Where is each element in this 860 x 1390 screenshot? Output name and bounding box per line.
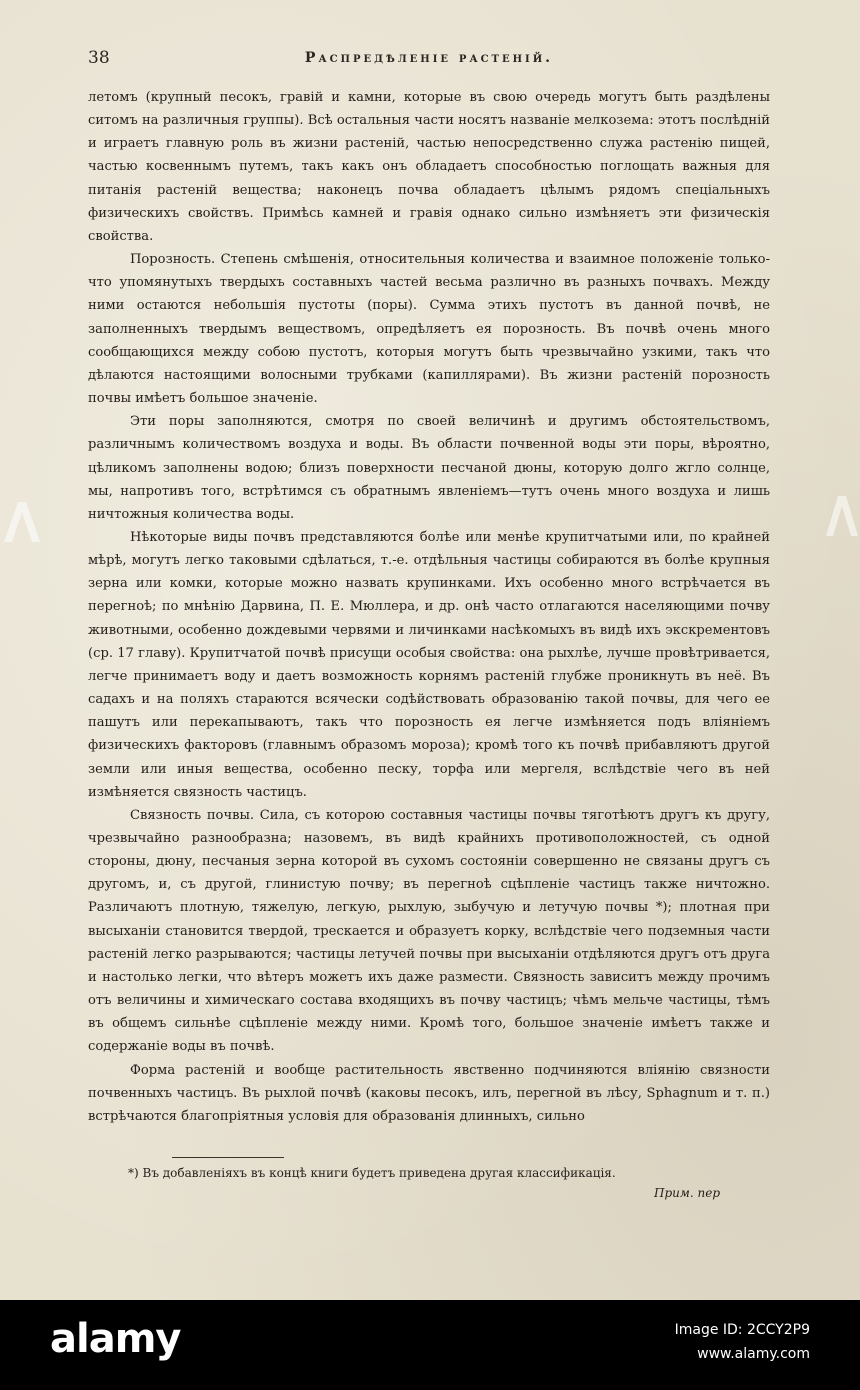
page-header [88, 42, 770, 70]
brand-logo: alamy [50, 1316, 181, 1362]
paragraph: Связность почвы. Сила, съ которою составныя частицы почвы тяготѣютъ другъ къ другу, чрезвычайно разнообразна; назовемъ, въ видѣ крайнихъ противоположностей, съ одной стороны, дюну, песчаныя зерна которой въ сухомъ состояніи совершенно не связаны другъ съ другомъ, и, съ другой, глинистую почву; въ перегноѣ сцѣпленіе частицъ также ничтожно. Различаютъ плотную, тяжелую, легкую, рыхлую, зыбучую и летучую почвы *); плотная при высыханіи становится твердой, трескается и образуетъ корку, вслѣдствіе чего подземныя части растеній легко разрываются; частицы летучей почвы при высыханіи отдѣляются другъ отъ друга и настолько легки, что вѣтеръ можетъ ихъ даже размести. Связность зависитъ между прочимъ отъ величины и химическаго состава входящихъ въ почву частицъ; чѣмъ мельче частицы, тѣмъ въ общемъ сильнѣе сцѣпленіе между ними. Кромѣ того, большое значеніе имѣетъ также и содержаніе воды въ почвѣ. [88, 807, 770, 1055]
running-title: Распредѣленіе растеній. [304, 50, 554, 66]
watermark-a-icon [822, 490, 860, 542]
footnote-signature: Прим. пер [654, 1186, 720, 1200]
watermark-bar [0, 1300, 860, 1390]
site-url: www.alamy.com [697, 1346, 810, 1362]
body-text [88, 86, 770, 1128]
page-number: 38 [88, 48, 110, 68]
paragraph: Эти поры заполняются, смотря по своей величинѣ и другимъ обстоятельствомъ, различнымъ количествомъ воздуха и воды. Въ области почвенной воды эти поры, вѣроятно, цѣликомъ заполнены водою; близъ поверхности песчаной дюны, которую долго жгло солнце, мы, напротивъ того, встрѣтимся съ обратнымъ явленіемъ—тутъ очень много воздуха и лишь ничтожныя количества воды. [88, 414, 770, 522]
footnote-divider [172, 1157, 284, 1158]
paragraph: Нѣкоторые виды почвъ представляются болѣе или менѣе крупитчатыми или, по крайней мѣрѣ, могутъ легко таковыми сдѣлаться, т.-е. отдѣльныя частицы собираются въ болѣе крупныя зерна или комки, которые можно назвать крупинками. Ихъ особенно много встрѣчается въ перегноѣ; по мнѣнію Дарвина, П. Е. Мюллера, и др. онѣ часто отлагаются населяющими почву животными, особенно дождевыми червями и личинками насѣкомыхъ въ видѣ ихъ экскрементовъ (ср. 17 главу). Крупитчатой почвѣ присущи особыя свойства: она рыхлѣе, лучше провѣтривается, легче принимаетъ воду и даетъ возможность корнямъ растеній глубже проникнуть въ неё. Въ садахъ и на поляхъ стараются всячески содѣйствовать образованію такой почвы, для чего ее пашутъ или перекапываютъ, такъ что порозность ея легче измѣняется подъ вліяніемъ физическихъ факторовъ (главнымъ образомъ мороза); кромѣ того къ почвѣ прибавляютъ другой земли или иныя вещества, особенно песку, торфа или мергеля, вслѣдствіе чего въ ней измѣняется связность частицъ. [88, 529, 770, 800]
paragraph: Порозность. Степень смѣшенія, относительныя количества и взаимное положеніе только-что упомянутыхъ твердыхъ составныхъ частей весьма различно въ разныхъ почвахъ. Между ними остаются небольшія пустоты (поры). Сумма этихъ пустотъ въ данной почвѣ, не заполненныхъ твердымъ веществомъ, опредѣляетъ ея порозность. Въ почвѣ очень много сообщающихся между собою пустотъ, которыя могутъ быть чрезвычайно узкими, такъ что дѣлаются настоящими волосными трубками (капиллярами). Въ жизни растеній порозность почвы имѣетъ большое значеніе. [88, 252, 770, 407]
footnote [128, 1166, 728, 1200]
watermark-a-icon [0, 496, 44, 548]
paragraph: Форма растеній и вообще растительность явственно подчиняются вліянію связности почвенныхъ частицъ. Въ рыхлой почвѣ (каковы песокъ, илъ, перегной въ лѣсу, Sphagnum и т. п.) встрѣчаются благопріятныя условія для образованія длинныхъ, сильно [88, 1062, 770, 1124]
image-id: Image ID: 2CCY2P9 [674, 1322, 810, 1338]
footnote-text: *) Въ добавленіяхъ въ концѣ книги будетъ приведена другая классификація. [128, 1166, 616, 1180]
paragraph: летомъ (крупный песокъ, гравій и камни, которые въ свою очередь могутъ быть раздѣлены ситомъ на различныя группы). Всѣ остальныя части носятъ названіе мелкозема: этотъ послѣдній и играетъ главную роль въ жизни растеній, частью непосредственно служа растенію пищей, частью косвеннымъ путемъ, такъ какъ онъ обладаетъ способностью поглощать важныя для питанія растеній вещества; наконецъ почва обладаетъ цѣлымъ рядомъ спеціальныхъ физическихъ свойствъ. Примѣсь камней и гравія однако сильно измѣняетъ эти физическія свойства. [88, 90, 770, 244]
